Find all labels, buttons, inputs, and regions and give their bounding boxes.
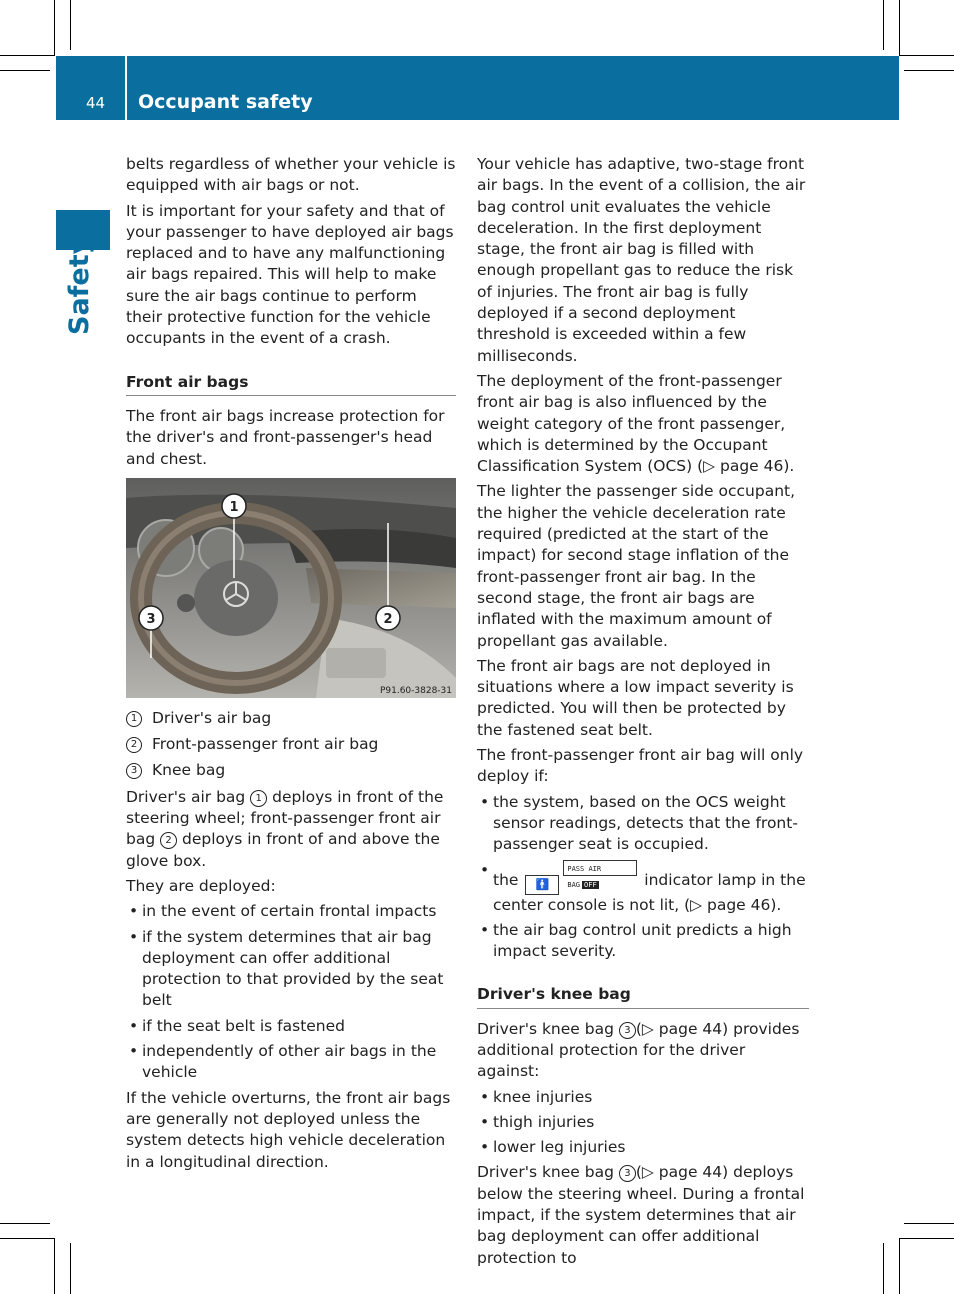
injuries-list bbox=[477, 1087, 809, 1159]
crop-mark bbox=[0, 70, 50, 71]
pass-air-bag-off-icon: PASS AIR BAG OFF bbox=[563, 860, 637, 876]
legend-number: 3 bbox=[126, 763, 142, 779]
paragraph: belts regardless of whether your vehicle is equipped with air bags or not. bbox=[126, 155, 456, 195]
paragraph: Your vehicle has adaptive, two-stage front air bags. In the event of a collision, the air bag control unit evaluates the vehicle deceleration. In the first deployment stage, the front air bag is filled with enough propellant gas to reduce the risk of injuries. The front air bag is fully deployed if a second deployment threshold is exceeded within a few milliseconds. bbox=[477, 155, 806, 365]
list-item: • in the event of certain frontal impacts bbox=[126, 901, 456, 922]
crop-mark bbox=[54, 1238, 55, 1294]
legend-item bbox=[126, 734, 456, 755]
list-item: • independently of other air bags in the vehicle bbox=[126, 1041, 456, 1084]
callout-2 bbox=[376, 606, 400, 630]
crop-mark bbox=[70, 1243, 71, 1294]
paragraph: Driver's air bag 1 deploys in front of the steering wheel; front-passenger front air bag 2 deploys in front of and above the glove box. bbox=[126, 787, 444, 870]
crop-mark bbox=[0, 1223, 50, 1224]
legend-label: Driver's air bag bbox=[152, 708, 272, 727]
seat-occupant-icon: 🚹 bbox=[525, 875, 559, 895]
crop-mark bbox=[899, 55, 954, 56]
steering-wheel-photo bbox=[126, 478, 456, 698]
legend-item bbox=[126, 708, 456, 729]
svg-text:2: 2 bbox=[383, 611, 393, 627]
legend-number: 2 bbox=[126, 737, 142, 753]
image-code: P91.60-3828-31 bbox=[379, 685, 452, 696]
crop-mark bbox=[899, 1238, 954, 1239]
left-column bbox=[126, 154, 456, 1177]
legend-item bbox=[126, 760, 456, 781]
legend-label: Front-passenger front air bag bbox=[152, 735, 379, 754]
crop-mark bbox=[0, 55, 55, 56]
callout-3 bbox=[139, 606, 163, 630]
svg-text:3: 3 bbox=[146, 611, 156, 627]
paragraph: Driver's knee bag 3 (▷ page 44) deploys below the steering wheel. During a frontal impact, if the system determines that air bag deployment can offer additional protection to bbox=[477, 1163, 805, 1267]
paragraph: It is important for your safety and that of your passenger to have deployed air bags replaced and to have any malfunctioning air bags repaired. This will help to make sure the air bags continue to perform their protective function for the vehicle occupants in the event of a crash. bbox=[126, 201, 454, 348]
list-item: • lower leg injuries bbox=[477, 1137, 809, 1158]
deployment-list bbox=[126, 901, 456, 1083]
list-item: • the system, based on the OCS weight sensor readings, detects that the front-passenger seat is occupied. bbox=[477, 792, 809, 856]
image-legend bbox=[126, 708, 456, 782]
crop-mark bbox=[899, 1238, 900, 1294]
list-item: • if the system determines that air bag deployment can offer additional protection to that provided by the seat belt bbox=[126, 927, 456, 1012]
paragraph: The deployment of the front-passenger front air bag is also influenced by the weight category of the front passenger, which is determined by the Occupant Classification System (OCS) (▷ page 46). bbox=[477, 371, 795, 476]
crop-mark bbox=[70, 0, 71, 50]
paragraph: The front-passenger front air bag will only deploy if: bbox=[477, 746, 804, 786]
paragraph: Driver's knee bag 3 (▷ page 44) provides additional protection for the driver against: bbox=[477, 1019, 800, 1081]
deploy-conditions-list bbox=[477, 792, 809, 963]
list-item: • the 🚹PASS AIR BAG OFF indicator lamp in the center console is not lit, (▷ page 46). bbox=[477, 860, 809, 916]
callout-ref: 2 bbox=[160, 832, 177, 849]
svg-text:1: 1 bbox=[229, 499, 239, 515]
knee-bag-heading: Driver's knee bag bbox=[477, 984, 809, 1008]
section-label: Safety bbox=[64, 236, 95, 335]
front-air-bags-heading: Front air bags bbox=[126, 372, 456, 396]
paragraph: The front air bags are not deployed in situations where a low impact severity is predicted. You will then be protected by the fastened seat belt. bbox=[477, 656, 794, 739]
paragraph: If the vehicle overturns, the front air bags are generally not deployed unless the system detects high vehicle deceleration in a longitudinal direction. bbox=[126, 1088, 451, 1171]
list-item: • knee injuries bbox=[477, 1087, 809, 1108]
callout-ref: 1 bbox=[250, 790, 267, 807]
page-title: Occupant safety bbox=[138, 91, 313, 113]
paragraph: They are deployed: bbox=[126, 876, 276, 895]
paragraph: The front air bags increase protection for the driver's and front-passenger's head and chest. bbox=[126, 406, 445, 468]
list-item: • thigh injuries bbox=[477, 1112, 809, 1133]
dashboard-illustration bbox=[126, 478, 456, 698]
paragraph: The lighter the passenger side occupant, the higher the vehicle deceleration rate required (predicted at the start of the impact) for second stage inflation of the front-passenger front air bag. In the second stage, the front air bags are inflated with the maximum amount of propellant gas available. bbox=[477, 482, 796, 650]
crop-mark bbox=[904, 70, 954, 71]
crop-mark bbox=[883, 0, 884, 50]
crop-mark bbox=[0, 1238, 55, 1239]
callout-1 bbox=[222, 494, 246, 518]
right-column bbox=[477, 154, 809, 1273]
crop-mark bbox=[54, 0, 55, 55]
callout-ref: 3 bbox=[619, 1022, 636, 1039]
page-header bbox=[56, 56, 899, 120]
crop-mark bbox=[904, 1223, 954, 1224]
list-item: • if the seat belt is fastened bbox=[126, 1016, 456, 1037]
callout-ref: 3 bbox=[619, 1165, 636, 1182]
page-number: 44 bbox=[86, 94, 106, 112]
crop-mark bbox=[883, 1243, 884, 1294]
list-item: • the air bag control unit predicts a high impact severity. bbox=[477, 920, 809, 963]
crop-mark bbox=[899, 0, 900, 55]
legend-label: Knee bag bbox=[152, 761, 226, 780]
header-divider bbox=[125, 56, 127, 120]
legend-number: 1 bbox=[126, 711, 142, 727]
